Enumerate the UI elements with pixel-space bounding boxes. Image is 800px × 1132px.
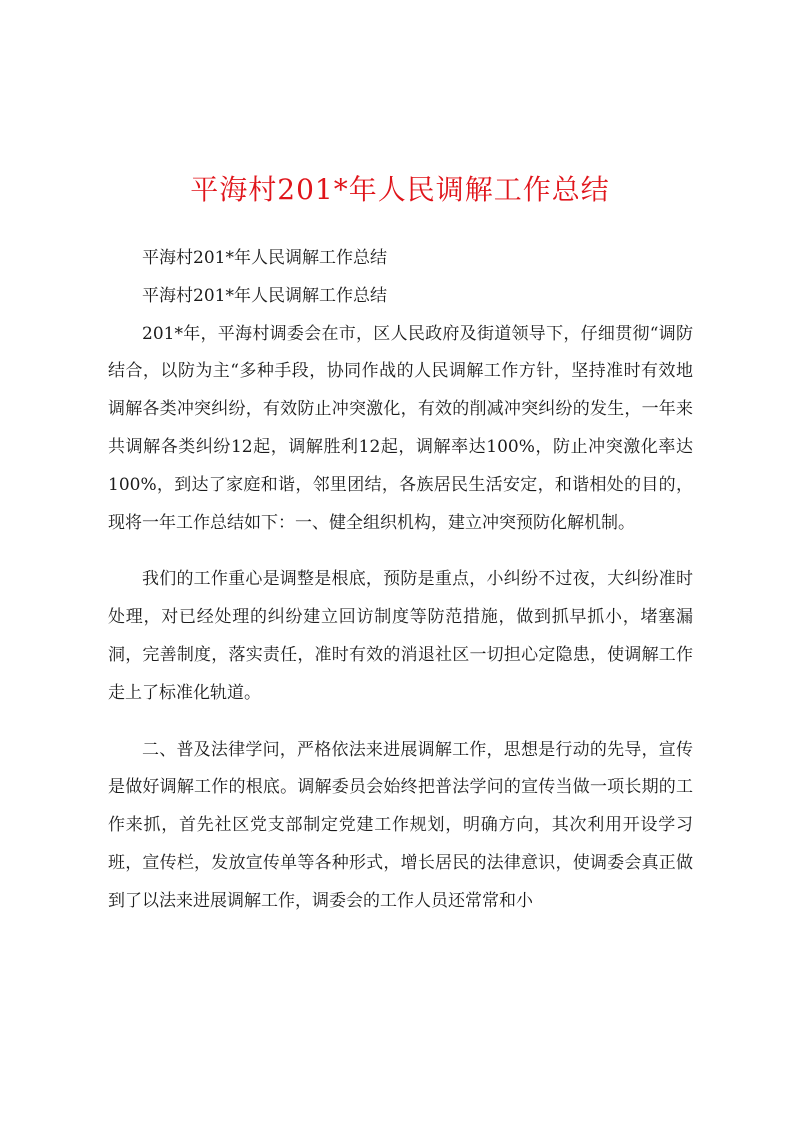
document-title: 平海村201*年人民调解工作总结 xyxy=(190,173,610,206)
paragraph-legal-education: 二、普及法律学问，严格依法来进展调解工作，思想是行动的先导，宣传是做好调解工作的根底。调解委员会始终把普法学问的宣传当做一项长期的工作来抓，首先社区党支部制定党建工作规划，明确方向，其次利用开设学习班，宣传栏，发放宣传单等各种形式，增长居民的法律意识，使调委会真正做到了以法来进展调解工作，调委会的工作人员还常常和小 xyxy=(108,739,693,911)
paragraph-subtitle-2: 平海村201*年人民调解工作总结 xyxy=(142,285,387,306)
paragraph-work-focus: 我们的工作重心是调整是根底，预防是重点，小纠纷不过夜，大纠纷准时处理，对已经处理的纠纷建立回访制度等防范措施，做到抓早抓小，堵塞漏洞，完善制度，落实责任，准时有效的消退社区一切担心定隐患，使调解工作走上了标准化轨道。 xyxy=(108,569,693,703)
document-body xyxy=(108,240,693,921)
paragraph-intro: 201*年，平海村调委会在市，区人民政府及街道领导下，仔细贯彻“调防结合，以防为主“多种手段，协同作战的人民调解工作方针，坚持准时有效地调解各类冲突纠纷，有效防止冲突激化，有效的削减冲突纠纷的发生，一年来共调解各类纠纷12起，调解胜利12起，调解率达100%，防止冲突激化率达100%，到达了家庭和谐，邻里团结，各族居民生活安定，和谐相处的目的，现将一年工作总结如下：一、健全组织机构，建立冲突预防化解机制。 xyxy=(108,323,693,533)
paragraph-subtitle-1: 平海村201*年人民调解工作总结 xyxy=(142,248,387,268)
